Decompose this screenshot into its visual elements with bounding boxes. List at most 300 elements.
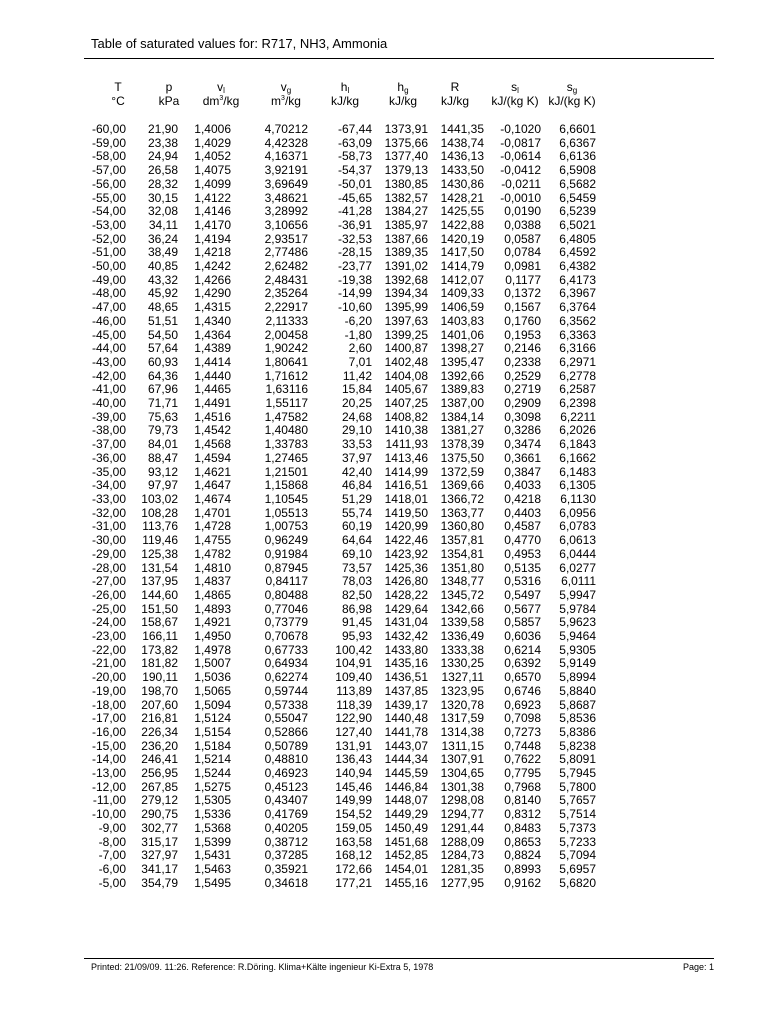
cell-pressure: 36,24 <box>147 231 178 246</box>
cell-temperature: -51,00 <box>91 245 126 260</box>
cell-temperature: -42,00 <box>91 368 126 383</box>
cell-vapour-specific-volume: 3,48621 <box>264 190 308 205</box>
cell-liquid-specific-volume: 1,5275 <box>194 779 231 794</box>
cell-liquid-enthalpy: 172,66 <box>335 861 372 876</box>
cell-temperature: -55,00 <box>91 190 126 205</box>
cell-temperature: -15,00 <box>91 738 126 753</box>
cell-liquid-enthalpy: 69,10 <box>341 546 372 561</box>
cell-latent-heat: 1414,79 <box>440 259 484 274</box>
cell-pressure: 131,54 <box>141 560 178 575</box>
cell-temperature: -36,00 <box>91 450 126 465</box>
cell-liquid-entropy: 0,0388 <box>504 217 541 232</box>
cell-pressure: 151,50 <box>141 601 178 616</box>
cell-latent-heat: 1433,50 <box>440 163 484 178</box>
cell-pressure: 290,75 <box>141 807 178 822</box>
cell-latent-heat: 1381,27 <box>440 423 484 438</box>
cell-vapour-entropy: 6,2778 <box>559 368 596 383</box>
cell-vapour-entropy: 5,7373 <box>559 820 596 835</box>
cell-vapour-entropy: 6,3967 <box>559 286 596 301</box>
cell-vapour-enthalpy: 1384,27 <box>384 204 428 219</box>
cell-temperature: -37,00 <box>91 437 126 452</box>
cell-liquid-enthalpy: 104,91 <box>335 656 372 671</box>
table-row <box>0 192 596 206</box>
cell-liquid-entropy: 0,4770 <box>504 533 541 548</box>
table-row <box>0 712 596 726</box>
cell-vapour-enthalpy: 1399,25 <box>384 327 428 342</box>
cell-vapour-specific-volume: 1,00753 <box>264 519 308 534</box>
cell-liquid-entropy: 0,1953 <box>504 327 541 342</box>
cell-liquid-enthalpy: 24,68 <box>341 409 372 424</box>
cell-latent-heat: 1378,39 <box>440 437 484 452</box>
cell-vapour-enthalpy: 1429,64 <box>384 601 428 616</box>
cell-latent-heat: 1406,59 <box>440 300 484 315</box>
cell-liquid-specific-volume: 1,5431 <box>194 848 231 863</box>
cell-vapour-entropy: 6,0277 <box>559 560 596 575</box>
cell-vapour-specific-volume: 0,46923 <box>264 766 308 781</box>
cell-liquid-specific-volume: 1,4340 <box>194 313 231 328</box>
cell-vapour-entropy: 6,3363 <box>559 327 596 342</box>
cell-vapour-specific-volume: 0,91984 <box>264 546 308 561</box>
cell-pressure: 246,41 <box>141 752 178 767</box>
cell-liquid-entropy: 0,7795 <box>504 766 541 781</box>
cell-liquid-entropy: 0,3474 <box>504 437 541 452</box>
cell-liquid-entropy: 0,3661 <box>504 450 541 465</box>
cell-liquid-enthalpy: 33,53 <box>341 437 372 452</box>
cell-vapour-enthalpy: 1408,82 <box>384 409 428 424</box>
cell-pressure: 51,51 <box>147 313 178 328</box>
cell-vapour-specific-volume: 0,35921 <box>264 861 308 876</box>
cell-vapour-entropy: 6,3562 <box>559 313 596 328</box>
table-row <box>0 630 596 644</box>
cell-liquid-entropy: 0,9162 <box>504 875 541 890</box>
cell-temperature: -48,00 <box>91 286 126 301</box>
cell-vapour-specific-volume: 1,63116 <box>265 382 308 397</box>
cell-liquid-enthalpy: 100,42 <box>335 642 372 657</box>
cell-vapour-enthalpy: 1445,59 <box>384 766 428 781</box>
cell-liquid-enthalpy: -14,99 <box>337 286 372 301</box>
cell-pressure: 84,01 <box>147 437 178 452</box>
cell-vapour-enthalpy: 1444,34 <box>384 752 428 767</box>
cell-temperature: -18,00 <box>91 697 126 712</box>
cell-pressure: 267,85 <box>141 779 178 794</box>
cell-vapour-enthalpy: 1422,46 <box>384 533 428 548</box>
cell-pressure: 97,97 <box>147 478 178 493</box>
cell-liquid-entropy: 0,0190 <box>504 204 541 219</box>
table-row <box>0 507 596 521</box>
cell-liquid-enthalpy: 122,90 <box>335 711 372 726</box>
cell-pressure: 315,17 <box>141 834 178 849</box>
cell-liquid-entropy: 0,4953 <box>504 546 541 561</box>
cell-vapour-enthalpy: 1443,07 <box>384 738 428 753</box>
cell-pressure: 207,60 <box>141 697 178 712</box>
cell-liquid-specific-volume: 1,5214 <box>194 752 231 767</box>
header-unit: °C <box>111 94 125 108</box>
cell-liquid-entropy: 0,4033 <box>504 478 541 493</box>
cell-latent-heat: 1277,95 <box>440 875 484 890</box>
cell-temperature: -59,00 <box>91 135 126 150</box>
cell-liquid-specific-volume: 1,5184 <box>194 738 231 753</box>
cell-liquid-enthalpy: 51,29 <box>341 491 372 506</box>
cell-latent-heat: 1314,38 <box>440 724 484 739</box>
cell-vapour-enthalpy: 1423,92 <box>384 546 428 561</box>
cell-vapour-entropy: 6,4805 <box>559 231 596 246</box>
cell-vapour-enthalpy: 1392,68 <box>384 272 428 287</box>
cell-temperature: -5,00 <box>98 875 126 890</box>
cell-pressure: 181,82 <box>141 656 178 671</box>
cell-liquid-enthalpy: -32,53 <box>337 231 372 246</box>
cell-temperature: -47,00 <box>91 300 126 315</box>
header-symbol: h <box>397 80 405 94</box>
cell-liquid-entropy: 0,7622 <box>504 752 541 767</box>
table-row <box>0 671 596 685</box>
cell-pressure: 60,93 <box>147 354 178 369</box>
cell-latent-heat: 1436,13 <box>440 149 484 164</box>
cell-liquid-specific-volume: 1,4170 <box>194 217 231 232</box>
cell-liquid-enthalpy: 168,12 <box>335 848 372 863</box>
cell-pressure: 34,11 <box>148 217 178 232</box>
cell-vapour-entropy: 5,7233 <box>559 834 596 849</box>
header-unit: m <box>271 94 282 108</box>
cell-vapour-entropy: 5,9784 <box>559 601 596 616</box>
cell-temperature: -40,00 <box>91 396 126 411</box>
cell-liquid-entropy: 0,0587 <box>504 231 541 246</box>
cell-vapour-enthalpy: 1441,78 <box>384 724 428 739</box>
table-row <box>0 836 596 850</box>
cell-vapour-specific-volume: 1,47582 <box>264 409 308 424</box>
cell-temperature: -52,00 <box>91 231 126 246</box>
header-unit: kJ/(kg K) <box>548 94 596 108</box>
cell-liquid-entropy: 0,1177 <box>505 272 541 287</box>
cell-pressure: 137,95 <box>141 574 178 589</box>
cell-liquid-enthalpy: 127,40 <box>335 724 372 739</box>
cell-latent-heat: 1339,58 <box>440 615 484 630</box>
cell-liquid-enthalpy: -45,65 <box>337 190 372 205</box>
cell-latent-heat: 1323,95 <box>440 683 484 698</box>
table-row <box>0 657 596 671</box>
table-row <box>0 150 596 164</box>
cell-pressure: 113,76 <box>142 519 178 534</box>
cell-latent-heat: 1441,35 <box>440 122 484 136</box>
cell-liquid-specific-volume: 1,4491 <box>194 396 231 411</box>
table-row <box>0 863 596 877</box>
table-row <box>0 397 596 411</box>
table-row <box>0 493 596 507</box>
cell-pressure: 198,70 <box>141 683 178 698</box>
cell-latent-heat: 1307,91 <box>440 752 484 767</box>
cell-vapour-entropy: 5,8238 <box>559 738 596 753</box>
cell-liquid-enthalpy: -10,60 <box>337 300 372 315</box>
cell-vapour-specific-volume: 3,10656 <box>264 217 308 232</box>
cell-latent-heat: 1330,25 <box>440 656 484 671</box>
header-unit: dm <box>202 94 220 108</box>
cell-liquid-entropy: 0,8653 <box>504 834 541 849</box>
cell-pressure: 236,20 <box>141 738 178 753</box>
header-subscript: g <box>404 86 409 95</box>
cell-vapour-entropy: 5,9305 <box>559 642 596 657</box>
cell-vapour-specific-volume: 1,27465 <box>264 450 308 465</box>
cell-liquid-enthalpy: 91,45 <box>341 615 372 630</box>
bottom-divider <box>84 958 714 959</box>
header-symbol: T <box>114 80 122 94</box>
cell-pressure: 302,77 <box>141 820 178 835</box>
cell-liquid-entropy: 0,6570 <box>504 670 541 685</box>
cell-liquid-entropy: 0,5135 <box>504 560 541 575</box>
cell-liquid-specific-volume: 1,4315 <box>194 300 231 315</box>
cell-latent-heat: 1360,80 <box>440 519 484 534</box>
cell-latent-heat: 1342,66 <box>440 601 484 616</box>
cell-vapour-specific-volume: 1,40480 <box>264 423 308 438</box>
cell-liquid-specific-volume: 1,4978 <box>194 642 231 657</box>
header-symbol: s <box>566 80 573 94</box>
cell-vapour-specific-volume: 2,35264 <box>264 286 308 301</box>
table-row <box>0 123 596 137</box>
header-symbol: s <box>511 80 518 94</box>
cell-vapour-enthalpy: 1402,48 <box>384 354 428 369</box>
cell-liquid-specific-volume: 1,5094 <box>194 697 231 712</box>
cell-vapour-enthalpy: 1413,46 <box>384 450 428 465</box>
page-number: Page: 1 <box>682 962 714 972</box>
cell-temperature: -34,00 <box>91 478 126 493</box>
header-unit-superscript: 3 <box>219 95 224 102</box>
cell-vapour-specific-volume: 0,67733 <box>264 642 308 657</box>
cell-liquid-specific-volume: 1,4837 <box>194 574 231 589</box>
cell-vapour-enthalpy: 1379,13 <box>384 163 428 178</box>
cell-liquid-entropy: 0,6923 <box>504 697 541 712</box>
cell-vapour-enthalpy: 1431,04 <box>384 615 428 630</box>
cell-liquid-specific-volume: 1,4865 <box>194 587 231 602</box>
cell-pressure: 216,81 <box>141 711 178 726</box>
table-row <box>0 178 596 192</box>
cell-vapour-enthalpy: 1419,50 <box>384 505 428 520</box>
cell-liquid-enthalpy: 95,93 <box>341 629 372 644</box>
cell-pressure: 64,36 <box>147 368 178 383</box>
cell-temperature: -39,00 <box>91 409 126 424</box>
cell-pressure: 226,34 <box>141 724 178 739</box>
cell-vapour-enthalpy: 1452,85 <box>384 848 428 863</box>
cell-vapour-entropy: 5,9464 <box>559 629 596 644</box>
table-header <box>0 80 768 110</box>
table-row <box>0 164 596 178</box>
table-row <box>0 246 596 260</box>
cell-liquid-entropy: 0,4218 <box>504 491 541 506</box>
cell-latent-heat: 1401,06 <box>440 327 484 342</box>
cell-vapour-entropy: 5,7514 <box>559 807 596 822</box>
cell-liquid-specific-volume: 1,4465 <box>194 382 231 397</box>
table-row <box>0 877 596 891</box>
table-row <box>0 644 596 658</box>
cell-liquid-specific-volume: 1,5065 <box>194 683 231 698</box>
cell-latent-heat: 1317,59 <box>440 711 484 726</box>
cell-vapour-enthalpy: 1448,07 <box>384 793 428 808</box>
cell-pressure: 93,12 <box>147 464 178 479</box>
cell-vapour-specific-volume: 1,21501 <box>264 464 308 479</box>
cell-liquid-enthalpy: 82,50 <box>341 587 372 602</box>
cell-latent-heat: 1301,38 <box>440 779 484 794</box>
cell-liquid-specific-volume: 1,5463 <box>194 861 231 876</box>
cell-liquid-specific-volume: 1,4389 <box>194 341 231 356</box>
cell-liquid-specific-volume: 1,4950 <box>194 629 231 644</box>
cell-liquid-specific-volume: 1,4621 <box>194 464 231 479</box>
cell-vapour-enthalpy: 1405,67 <box>384 382 428 397</box>
cell-vapour-enthalpy: 1375,66 <box>384 135 428 150</box>
cell-vapour-enthalpy: 1437,85 <box>384 683 428 698</box>
cell-temperature: -10,00 <box>91 807 126 822</box>
table-row <box>0 781 596 795</box>
cell-liquid-specific-volume: 1,4052 <box>194 149 231 164</box>
cell-temperature: -53,00 <box>91 217 126 232</box>
cell-vapour-entropy: 6,5021 <box>559 217 596 232</box>
cell-latent-heat: 1369,66 <box>440 478 484 493</box>
cell-vapour-enthalpy: 1425,36 <box>384 560 428 575</box>
cell-pressure: 354,79 <box>141 875 178 890</box>
cell-pressure: 24,94 <box>147 149 178 164</box>
cell-liquid-specific-volume: 1,4542 <box>194 423 231 438</box>
cell-temperature: -27,00 <box>91 574 126 589</box>
cell-vapour-entropy: 6,3166 <box>559 341 596 356</box>
cell-temperature: -19,00 <box>91 683 126 698</box>
cell-vapour-entropy: 6,3764 <box>559 300 596 315</box>
cell-pressure: 57,64 <box>147 341 178 356</box>
cell-pressure: 108,28 <box>141 505 178 520</box>
table-row <box>0 808 596 822</box>
cell-vapour-enthalpy: 1377,40 <box>384 149 428 164</box>
cell-vapour-enthalpy: 1389,35 <box>384 245 428 260</box>
cell-vapour-entropy: 6,5908 <box>559 163 596 178</box>
cell-pressure: 190,11 <box>142 670 178 685</box>
table-row <box>0 479 596 493</box>
table-row <box>0 520 596 534</box>
cell-liquid-entropy: 0,2719 <box>504 382 541 397</box>
cell-vapour-entropy: 6,4173 <box>559 272 596 287</box>
cell-vapour-specific-volume: 1,71612 <box>264 368 308 383</box>
cell-temperature: -41,00 <box>91 382 126 397</box>
cell-temperature: -9,00 <box>98 820 126 835</box>
cell-latent-heat: 1384,14 <box>440 409 484 424</box>
cell-liquid-entropy: 0,7448 <box>504 738 541 753</box>
table-row <box>0 274 596 288</box>
cell-pressure: 75,63 <box>147 409 178 424</box>
table-row <box>0 260 596 274</box>
cell-pressure: 119,46 <box>142 533 178 548</box>
table-row <box>0 370 596 384</box>
cell-liquid-specific-volume: 1,4810 <box>194 560 231 575</box>
cell-liquid-entropy: 0,2529 <box>504 368 541 383</box>
cell-vapour-entropy: 6,4382 <box>559 259 596 274</box>
cell-vapour-entropy: 6,2211 <box>560 409 596 424</box>
cell-latent-heat: 1345,72 <box>440 587 484 602</box>
cell-vapour-specific-volume: 0,64934 <box>264 656 308 671</box>
cell-vapour-enthalpy: 1382,57 <box>384 190 428 205</box>
cell-vapour-specific-volume: 2,48431 <box>264 272 308 287</box>
cell-temperature: -49,00 <box>91 272 126 287</box>
cell-liquid-specific-volume: 1,4099 <box>194 176 231 191</box>
header-symbol: v <box>217 80 224 94</box>
cell-liquid-specific-volume: 1,4782 <box>194 546 231 561</box>
cell-liquid-enthalpy: -67,44 <box>337 122 372 136</box>
cell-latent-heat: 1412,07 <box>440 272 484 287</box>
cell-latent-heat: 1320,78 <box>440 697 484 712</box>
cell-temperature: -38,00 <box>91 423 126 438</box>
cell-vapour-enthalpy: 1426,80 <box>384 574 428 589</box>
cell-pressure: 40,85 <box>147 259 178 274</box>
cell-vapour-specific-volume: 0,55047 <box>264 711 308 726</box>
cell-liquid-enthalpy: -28,15 <box>337 245 372 260</box>
cell-latent-heat: 1392,66 <box>440 368 484 383</box>
header-subscript: l <box>517 86 519 95</box>
cell-temperature: -32,00 <box>91 505 126 520</box>
cell-vapour-enthalpy: 1446,84 <box>384 779 428 794</box>
cell-liquid-enthalpy: -6,20 <box>344 313 372 328</box>
top-divider <box>84 58 714 59</box>
cell-vapour-specific-volume: 0,70678 <box>264 629 308 644</box>
cell-liquid-entropy: 0,6214 <box>504 642 541 657</box>
cell-pressure: 48,65 <box>147 300 178 315</box>
cell-liquid-enthalpy: -41,28 <box>337 204 372 219</box>
cell-liquid-entropy: 0,3286 <box>504 423 541 438</box>
cell-liquid-entropy: 0,5316 <box>504 574 541 589</box>
cell-temperature: -14,00 <box>91 752 126 767</box>
header-unit-suffix: /kg <box>284 94 301 108</box>
table-row <box>0 411 596 425</box>
cell-vapour-specific-volume: 1,10545 <box>264 491 308 506</box>
cell-liquid-specific-volume: 1,5124 <box>194 711 231 726</box>
cell-liquid-specific-volume: 1,4122 <box>194 190 231 205</box>
cell-latent-heat: 1372,59 <box>440 464 484 479</box>
header-symbol: R <box>450 80 460 94</box>
cell-liquid-entropy: 0,4403 <box>504 505 541 520</box>
cell-liquid-enthalpy: -19,38 <box>337 272 372 287</box>
cell-vapour-entropy: 6,5459 <box>559 190 596 205</box>
cell-temperature: -44,00 <box>91 341 126 356</box>
cell-pressure: 79,73 <box>147 423 178 438</box>
cell-vapour-entropy: 5,8840 <box>559 683 596 698</box>
cell-liquid-specific-volume: 1,4674 <box>194 491 231 506</box>
cell-liquid-entropy: 0,8483 <box>504 820 541 835</box>
cell-liquid-enthalpy: 145,46 <box>335 779 372 794</box>
cell-latent-heat: 1294,77 <box>440 807 484 822</box>
cell-liquid-entropy: -0,1020 <box>500 122 541 136</box>
cell-vapour-enthalpy: 1454,01 <box>384 861 428 876</box>
cell-liquid-specific-volume: 1,4568 <box>194 437 231 452</box>
cell-vapour-entropy: 5,7945 <box>559 766 596 781</box>
cell-liquid-enthalpy: 29,10 <box>341 423 372 438</box>
cell-liquid-entropy: 0,2146 <box>504 341 541 356</box>
cell-vapour-entropy: 6,0111 <box>561 574 596 589</box>
cell-pressure: 256,95 <box>141 766 178 781</box>
cell-latent-heat: 1348,77 <box>440 574 484 589</box>
cell-pressure: 166,11 <box>142 629 178 644</box>
cell-vapour-entropy: 5,9947 <box>559 587 596 602</box>
cell-liquid-enthalpy: 46,84 <box>341 478 372 493</box>
cell-latent-heat: 1363,77 <box>440 505 484 520</box>
cell-vapour-entropy: 6,0783 <box>559 519 596 534</box>
cell-liquid-entropy: 0,2338 <box>504 354 541 369</box>
header-symbol: p <box>165 80 173 94</box>
cell-liquid-entropy: 0,1567 <box>504 300 541 315</box>
cell-latent-heat: 1398,27 <box>440 341 484 356</box>
table-row <box>0 740 596 754</box>
cell-pressure: 23,38 <box>147 135 178 150</box>
cell-temperature: -8,00 <box>98 834 126 849</box>
cell-pressure: 279,12 <box>141 793 178 808</box>
table-row <box>0 219 596 233</box>
cell-vapour-specific-volume: 0,41769 <box>264 807 308 822</box>
cell-liquid-enthalpy: 11,42 <box>342 368 372 383</box>
cell-vapour-specific-volume: 2,62482 <box>264 259 308 274</box>
cell-liquid-entropy: 0,1760 <box>504 313 541 328</box>
cell-latent-heat: 1281,35 <box>440 861 484 876</box>
table-row <box>0 562 596 576</box>
